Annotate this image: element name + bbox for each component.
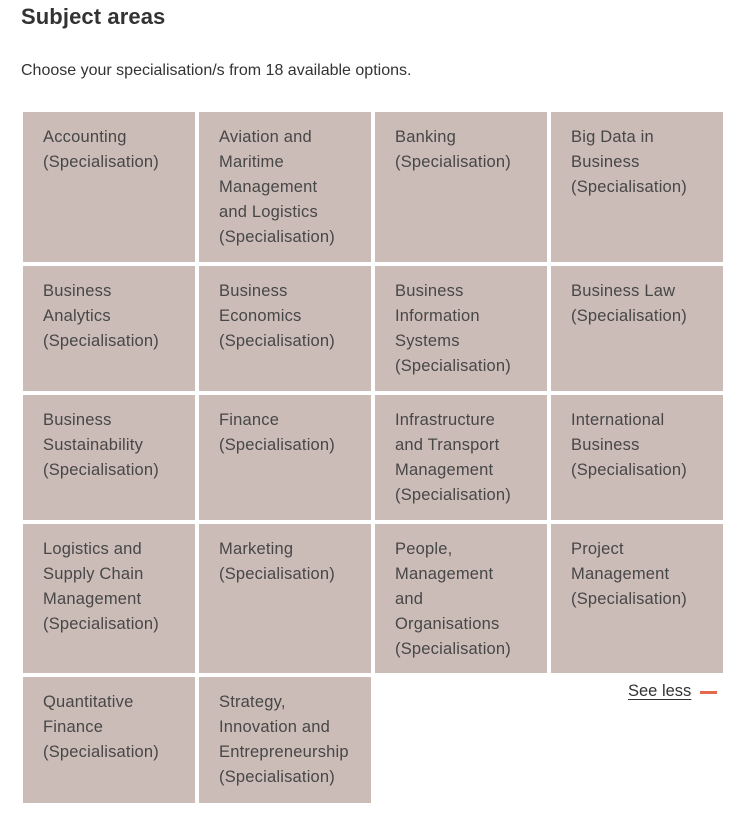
tile-label: Accounting (Specialisation) [43,128,160,171]
tile-label: Business Sustainability (Specialisation) [43,411,160,479]
tile-business-sustainability[interactable] [23,395,195,520]
see-less-label: See less [628,682,692,700]
tile-label: Logistics and Supply Chain Management (Specialisation) [43,540,160,633]
tile-business-information-systems[interactable] [375,266,547,391]
tile-label: Business Law (Specialisation) [571,282,688,325]
tile-finance[interactable] [199,395,371,520]
tile-label: Business Analytics (Specialisation) [43,282,160,350]
tile-big-data-in-business[interactable] [551,112,723,262]
tile-label: Banking (Specialisation) [395,128,512,171]
tile-infrastructure-transport-management[interactable] [375,395,547,520]
tile-international-business[interactable] [551,395,723,520]
tile-aviation-maritime-logistics[interactable] [199,112,371,262]
tile-label: Infrastructure and Transport Management (Specialisation) [395,411,512,504]
tile-project-management[interactable] [551,524,723,673]
tile-label: People, Management and Organisations (Specialisation) [395,540,512,658]
tile-label: Project Management (Specialisation) [571,540,688,608]
tile-label: International Business (Specialisation) [571,411,688,479]
tile-strategy-innovation-entrepreneurship[interactable] [199,677,371,803]
tile-business-analytics[interactable] [23,266,195,391]
tile-label: Finance (Specialisation) [219,411,336,454]
tile-business-economics[interactable] [199,266,371,391]
tile-label: Quantitative Finance (Specialisation) [43,693,160,761]
intro-text: Choose your specialisation/s from 18 available options. [21,62,412,79]
tile-label: Big Data in Business (Specialisation) [571,128,688,196]
tile-accounting[interactable] [23,112,195,262]
tile-people-management-organisations[interactable] [375,524,547,673]
tile-banking[interactable] [375,112,547,262]
tile-business-law[interactable] [551,266,723,391]
tile-logistics-supply-chain-management[interactable] [23,524,195,673]
tile-label: Marketing (Specialisation) [219,540,336,583]
tile-marketing[interactable] [199,524,371,673]
tile-label: Strategy, Innovation and Entrepreneurship (Specialisation) [219,693,349,786]
tile-quantitative-finance[interactable] [23,677,195,803]
page-title: Subject areas [21,4,166,29]
see-less-link[interactable] [628,682,717,701]
tile-label: Business Economics (Specialisation) [219,282,336,350]
tile-label: Business Information Systems (Specialisation) [395,282,512,375]
minus-icon [700,691,717,694]
tile-label: Aviation and Maritime Management and Logistics (Specialisation) [219,128,336,246]
